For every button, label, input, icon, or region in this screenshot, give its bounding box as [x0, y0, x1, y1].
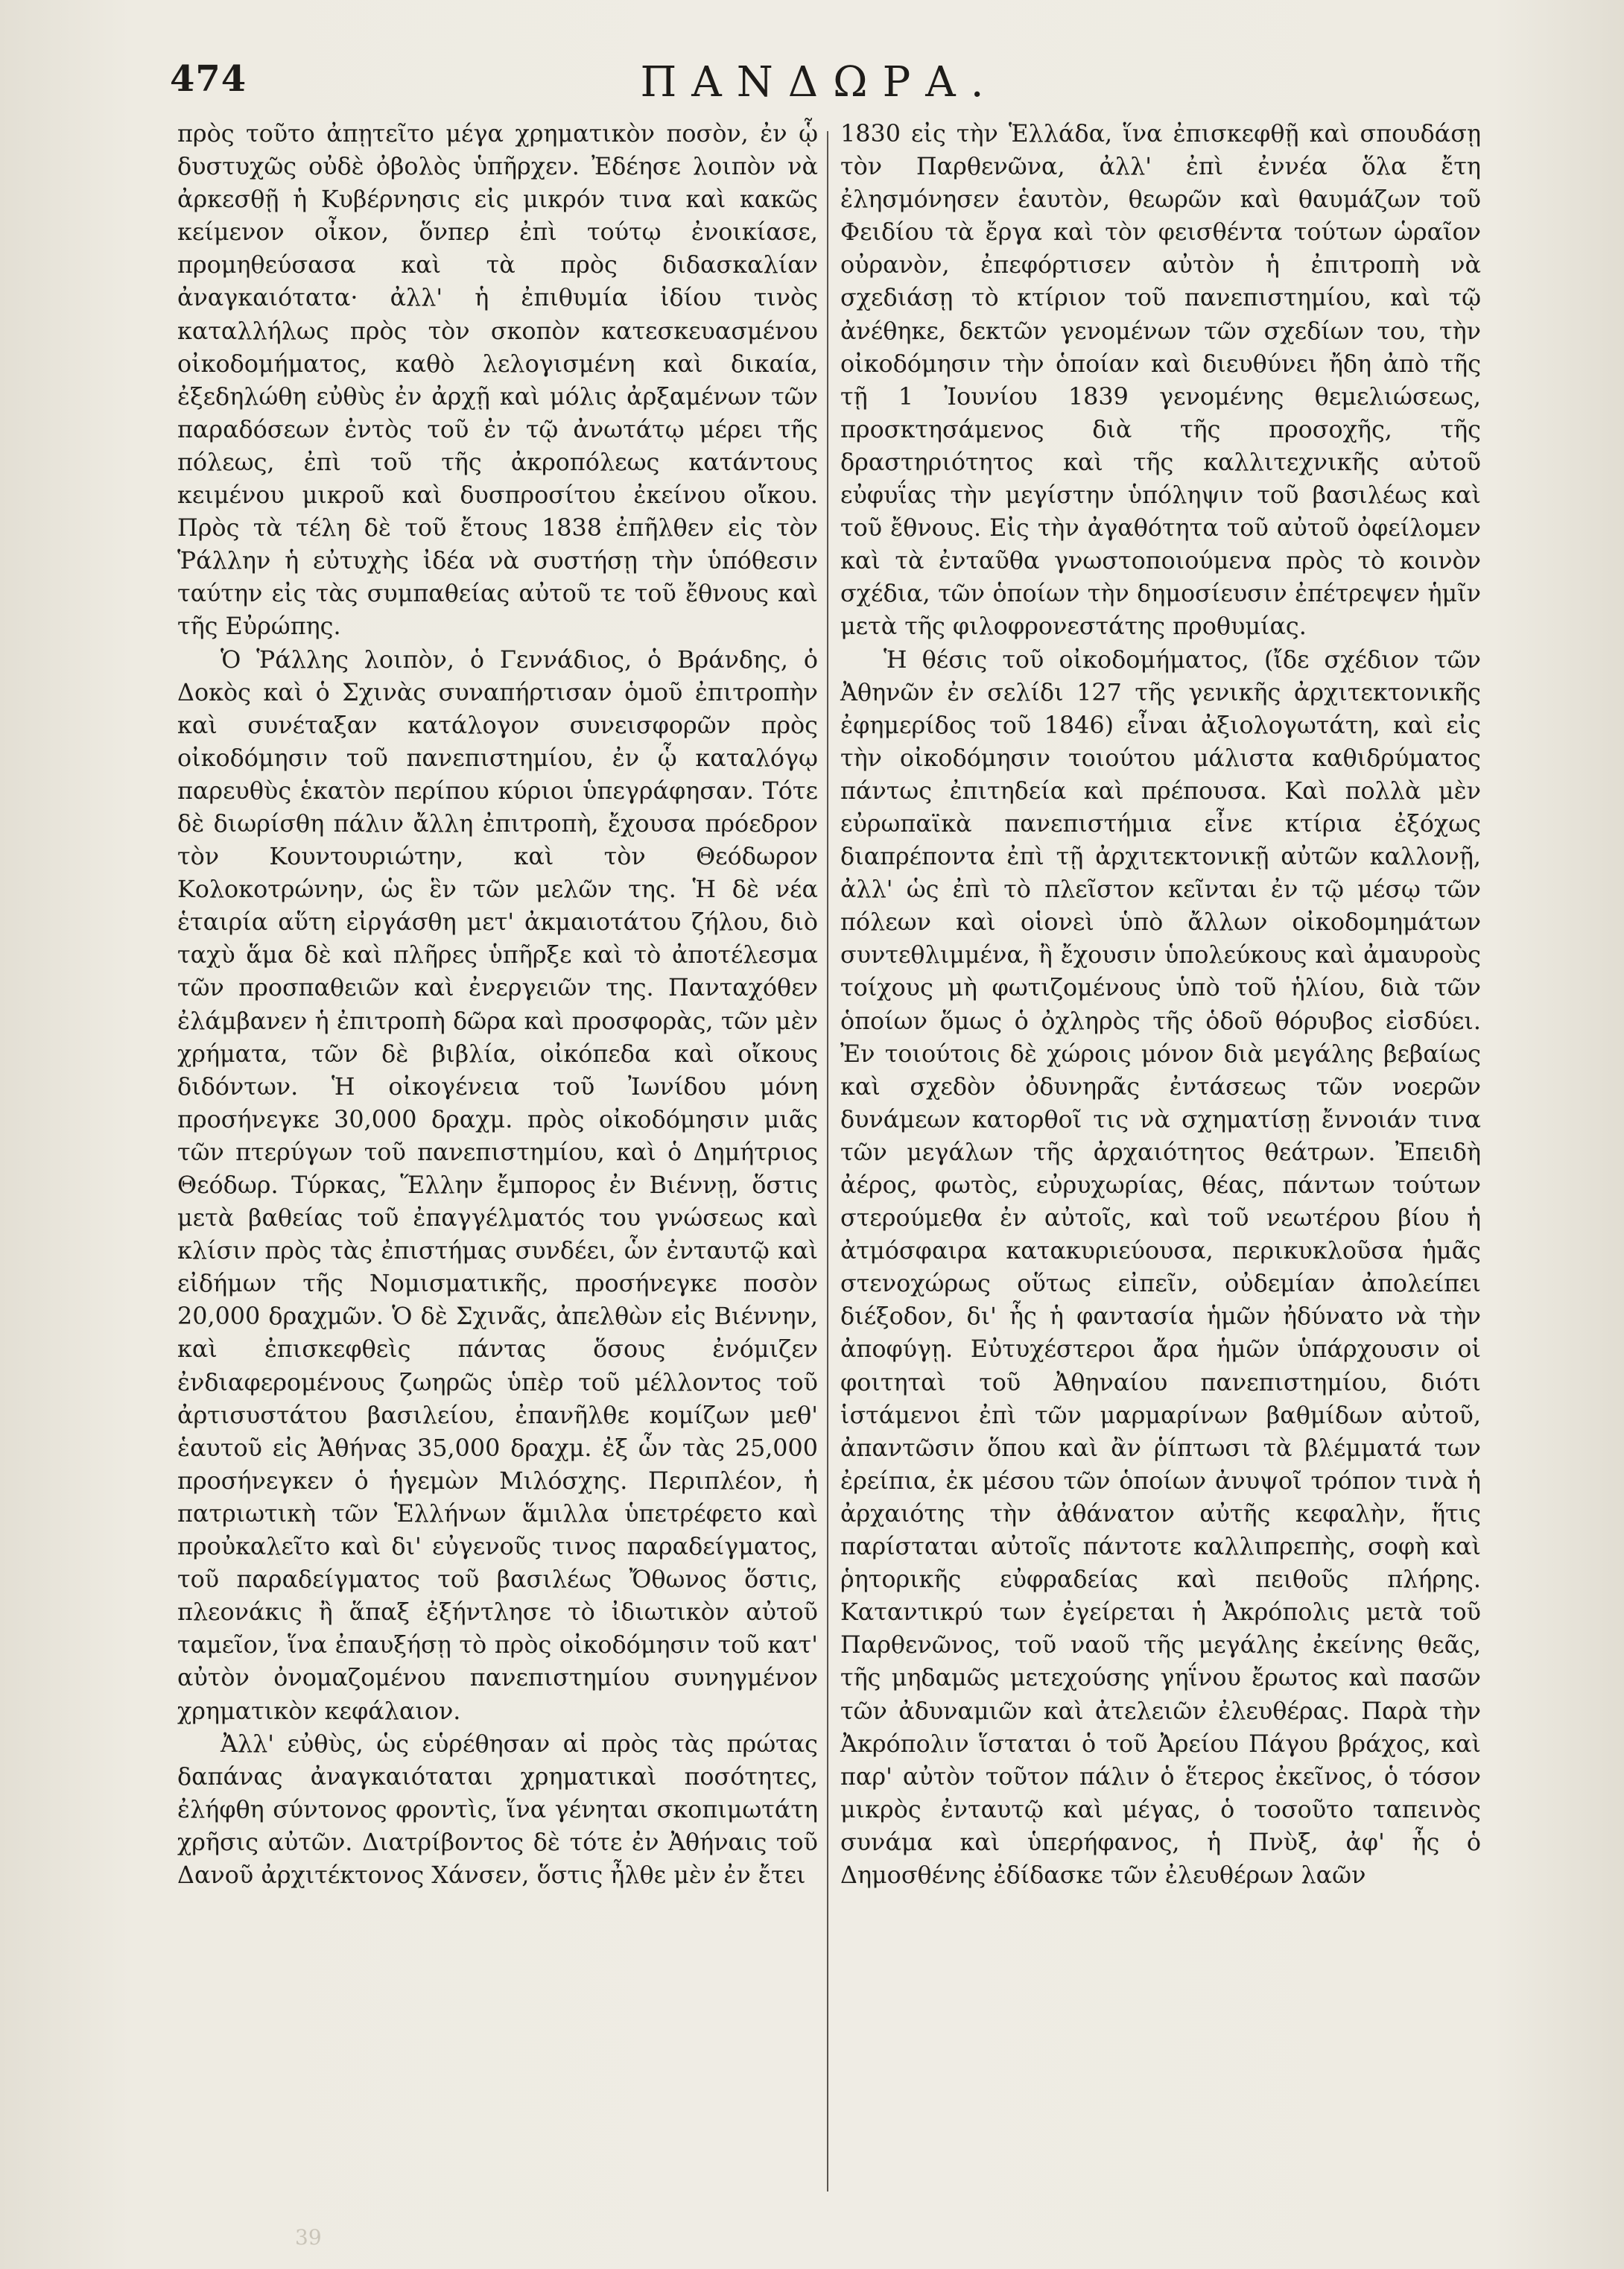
paragraph: πρὸς τοῦτο ἀπῃτεῖτο μέγα χρηματικὸν ποσὸν, ἐν ᾧ δυστυχῶς οὐδὲ ὀβολὸς ὑπῆρχεν. Ἐδέησε λοιπὸν νὰ ἀρκεσθῇ ἡ Κυβέρνησις εἰς μικρόν τινα καὶ κακῶς κείμενον οἶκον, ὅνπερ ἐπὶ τούτῳ ἐνοικίασε, προμηθεύσασα καὶ τὰ πρὸς διδασκαλίαν ἀναγκαιότατα· ἀλλ' ἡ ἐπιθυμία ἰδίου τινὸς καταλλήλως πρὸς τὸν σκοπὸν κατεσκευασμένου οἰκοδομήματος, καθὸ λελογισμένη καὶ δικαία, ἐξεδηλώθη εὐθὺς ἐν ἀρχῇ καὶ μόλις ἀρξαμένων τῶν παραδόσεων ἐντὸς τοῦ ἐν τῷ ἀνωτάτῳ μέρει τῆς πόλεως, ἐπὶ τοῦ τῆς ἀκροπόλεως κατάντους κειμένου μικροῦ καὶ δυσπροσίτου ἐκείνου οἴκου. Πρὸς τὰ τέλη δὲ τοῦ ἔτους 1838 ἐπῆλθεν εἰς τὸν Ῥάλλην ἡ εὐτυχὴς ἰδέα νὰ συστήσῃ τὴν ὑπόθεσιν ταύτην εἰς τὰς συμπαθείας αὐτοῦ τε τοῦ ἔθνους καὶ τῆς Εὐρώπης. — [177, 120, 818, 641]
paragraph: Ἡ θέσις τοῦ οἰκοδομήματος, (ἴδε σχέδιον τῶν Ἀθηνῶν ἐν σελίδι 127 τῆς γενικῆς ἀρχιτεκτονικῆς ἐφημερίδος τοῦ 1846) εἶναι ἀξιολογωτάτη, καὶ εἰς τὴν οἰκοδόμησιν τοιούτου μάλιστα καθιδρύματος πάντως ἐπιτηδεία καὶ πρέπουσα. Καὶ πολλὰ μὲν εὐρωπαϊκὰ πανεπιστήμια εἶνε κτίρια ἐξόχως διαπρέποντα ἐπὶ τῇ ἀρχιτεκτονικῇ αὐτῶν καλλονῇ, ἀλλ' ὡς ἐπὶ τὸ πλεῖστον κεῖνται ἐν τῷ μέσῳ τῶν πόλεων καὶ οἱονεὶ ὑπὸ ἄλλων οἰκοδομημάτων συντεθλιμμένα, ἢ ἔχουσιν ὑπολεύκους καὶ ἀμαυροὺς τοίχους μὴ φωτιζομένους ὑπὸ τοῦ ἡλίου, διὰ τῶν ὁποίων ὅμως ὁ ὀχληρὸς τῆς ὁδοῦ θόρυβος εἰσδύει. Ἐν τοιούτοις δὲ χώροις μόνον διὰ μεγάλης βεβαίως καὶ σχεδὸν ὀδυνηρᾶς ἐντάσεως τῶν νοερῶν δυνάμεων κατορθοῖ τις νὰ σχηματίσῃ ἔννοιάν τινα τῶν μεγάλων τῆς ἀρχαιότητος θεάτρων. Ἐπειδὴ ἀέρος, φωτὸς, εὐρυχωρίας, θέας, πάντων τούτων στερούμεθα ἐν αὐτοῖς, καὶ τοῦ νεωτέρου βίου ἡ ἀτμόσφαιρα κατακυριεύουσα, περικυκλοῦσα ἡμᾶς στενοχώρως οὕτως εἰπεῖν, οὐδεμίαν ἀπολείπει διέξοδον, δι' ἧς ἡ φαντασία ἡμῶν ἠδύνατο νὰ τὴν ἀποφύγῃ. Εὐτυχέστεροι ἄρα ἡμῶν ὑπάρχουσιν οἱ φοιτηταὶ τοῦ Ἀθηναίου πανεπιστημίου, διότι ἱστάμενοι ἐπὶ τῶν μαρμαρίνων βαθμίδων αὐτοῦ, ἀπαντῶσιν ὅπου καὶ ἂν ῥίπτωσι τὰ βλέμματά των ἐρείπια, ἐκ μέσου τῶν ὁποίων ἀνυψοῖ τρόπον τινὰ ἡ ἀρχαιότης τὴν ἀθάνατον αὐτῆς κεφαλὴν, ἥτις παρίσταται αὐτοῖς πάντοτε καλλιπρεπὴς, σοφὴ καὶ ῥητορικῆς εὐφραδείας καὶ πειθοῦς πλήρης. Καταντικρύ των ἐγείρεται ἡ Ἀκρόπολις μετὰ τοῦ Παρθενῶνος, τοῦ ναοῦ τῆς μεγάλης ἐκείνης θεᾶς, τῆς μηδαμῶς μετεχούσης γηΐνου ἔρωτος καὶ πασῶν τῶν ἀδυναμιῶν καὶ ἀτελειῶν ἐλευθέρας. Παρὰ τὴν Ἀκρόπολιν ἵσταται ὁ τοῦ Ἀρείου Πάγου βράχος, καὶ παρ' αὐτὸν τοῦτον πάλιν ὁ ἕτερος ἐκεῖνος, ὁ τόσον μικρὸς ἐνταυτῷ καὶ μέγας, ὁ τοσοῦτο ταπεινὸς συνάμα καὶ ὑπερήφανος, ἡ Πνὺξ, ἀφ' ἧς ὁ Δημοσθένης ἐδίδασκε τῶν ἐλευθέρων λαῶν — [840, 645, 1481, 1889]
running-title: ΠΑΝΔΩΡΑ. — [640, 58, 999, 107]
left-column — [177, 118, 818, 1892]
page-number: 474 — [170, 58, 247, 100]
right-column — [840, 118, 1481, 1892]
column-divider — [827, 131, 828, 2192]
paragraph: Ὁ Ῥάλλης λοιπὸν, ὁ Γεννάδιος, ὁ Βράνδης, ὁ Δοκὸς καὶ ὁ Σχινὰς συναπήρτισαν ὁμοῦ ἐπιτροπὴν καὶ συνέταξαν κατάλογον συνεισφορῶν πρὸς οἰκοδόμησιν τοῦ πανεπιστημίου, ἐν ᾧ καταλόγῳ παρευθὺς ἑκατὸν περίπου κύριοι ὑπεγράφησαν. Τότε δὲ διωρίσθη πάλιν ἄλλη ἐπιτροπὴ, ἔχουσα πρόεδρον τὸν Κουντουριώτην, καὶ τὸν Θεόδωρον Κολοκοτρώνην, ὡς ἓν τῶν μελῶν της. Ἡ δὲ νέα ἑταιρία αὕτη εἰργάσθη μετ' ἀκμαιοτάτου ζήλου, διὸ ταχὺ ἅμα δὲ καὶ πλῆρες ὑπῆρξε καὶ τὸ ἀποτέλεσμα τῶν προσπαθειῶν καὶ ἐνεργειῶν της. Πανταχόθεν ἐλάμβανεν ἡ ἐπιτροπὴ δῶρα καὶ προσφορὰς, τῶν μὲν χρήματα, τῶν δὲ βιβλία, οἰκόπεδα καὶ οἴκους διδόντων. Ἡ οἰκογένεια τοῦ Ἰωνίδου μόνη προσήνεγκε 30,000 δραχμ. πρὸς οἰκοδόμησιν μιᾶς τῶν πτερύγων τοῦ πανεπιστημίου, καὶ ὁ Δημήτριος Θεόδωρ. Τύρκας, Ἕλλην ἔμπορος ἐν Βιέννῃ, ὅστις μετὰ βαθείας τοῦ ἐπαγγέλματός του γνώσεως καὶ κλίσιν πρὸς τὰς ἐπιστήμας συνδέει, ὧν ἐνταυτῷ καὶ εἰδήμων τῆς Νομισματικῆς, προσήνεγκε ποσὸν 20,000 δραχμῶν. Ὁ δὲ Σχινᾶς, ἀπελθὼν εἰς Βιέννην, καὶ ἐπισκεφθεὶς πάντας ὅσους ἐνόμιζεν ἐνδιαφερομένους ζωηρῶς ὑπὲρ τοῦ μέλλοντος τοῦ ἀρτισυστάτου βασιλείου, ἐπανῆλθε κομίζων μεθ' ἑαυτοῦ εἰς Ἀθήνας 35,000 δραχμ. ἐξ ὧν τὰς 25,000 προσήνεγκεν ὁ ἡγεμὼν Μιλόσχης. Περιπλέον, ἡ πατριωτικὴ τῶν Ἑλλήνων ἅμιλλα ὑπετρέφετο καὶ προὐκαλεῖτο καὶ δι' εὐγενοῦς τινος παραδείγματος, τοῦ παραδείγματος τοῦ βασιλέως Ὄθωνος ὅστις, πλεονάκις ἢ ἅπαξ ἐξήντλησε τὸ ἰδιωτικὸν αὐτοῦ ταμεῖον, ἵνα ἐπαυξήσῃ τὸ πρὸς οἰκοδόμησιν τοῦ κατ' αὐτὸν ὀνομαζομένου πανεπιστημίου συνηγμένον χρηματικὸν κεφάλαιον. — [177, 645, 818, 1725]
paragraph: Ἀλλ' εὐθὺς, ὡς εὑρέθησαν αἱ πρὸς τὰς πρώτας δαπάνας ἀναγκαιόταται χρηματικαὶ ποσότητες, ἐλήφθη σύντονος φροντὶς, ἵνα γένηται σκοπιμωτάτη χρῆσις αὐτῶν. Διατρίβοντος δὲ τότε ἐν Ἀθήναις τοῦ Δανοῦ ἀρχιτέκτονος Χάνσεν, ὅστις ἦλθε μὲν ἐν ἔτει — [177, 1730, 818, 1889]
footer-mark: 39 — [295, 2225, 322, 2250]
paragraph: 1830 εἰς τὴν Ἑλλάδα, ἵνα ἐπισκεφθῇ καὶ σπουδάσῃ τὸν Παρθενῶνα, ἀλλ' ἐπὶ ἐννέα ὅλα ἔτη ἐλησμόνησεν ἑαυτὸν, θεωρῶν καὶ θαυμάζων τοῦ Φειδίου τὰ ἔργα καὶ τὸν φεισθέντα τούτων ὡραῖον οὐρανὸν, ἐπεφόρτισεν αὐτὸν ἡ ἐπιτροπὴ νὰ σχεδιάσῃ τὸ κτίριον τοῦ πανεπιστημίου, καὶ τῷ ἀνέθηκε, δεκτῶν γενομένων τῶν σχεδίων του, τὴν οἰκοδόμησιν τὴν ὁποίαν καὶ διευθύνει ἤδη ἀπὸ τῆς τῇ 1 Ἰουνίου 1839 γενομένης θεμελιώσεως, προσκτησάμενος διὰ τῆς προσοχῆς, τῆς δραστηριότητος καὶ τῆς καλλιτεχνικῆς αὐτοῦ εὐφυΐας τὴν μεγίστην ὑπόληψιν τοῦ βασιλέως καὶ τοῦ ἔθνους. Εἰς τὴν ἀγαθότητα τοῦ αὐτοῦ ὀφείλομεν καὶ τὰ ἐνταῦθα γνωστοποιούμενα πρὸς τὸ κοινὸν σχέδια, τῶν ὁποίων τὴν δημοσίευσιν ἐπέτρεψεν ἡμῖν μετὰ τῆς φιλοφρονεστάτης προθυμίας. — [840, 120, 1481, 641]
